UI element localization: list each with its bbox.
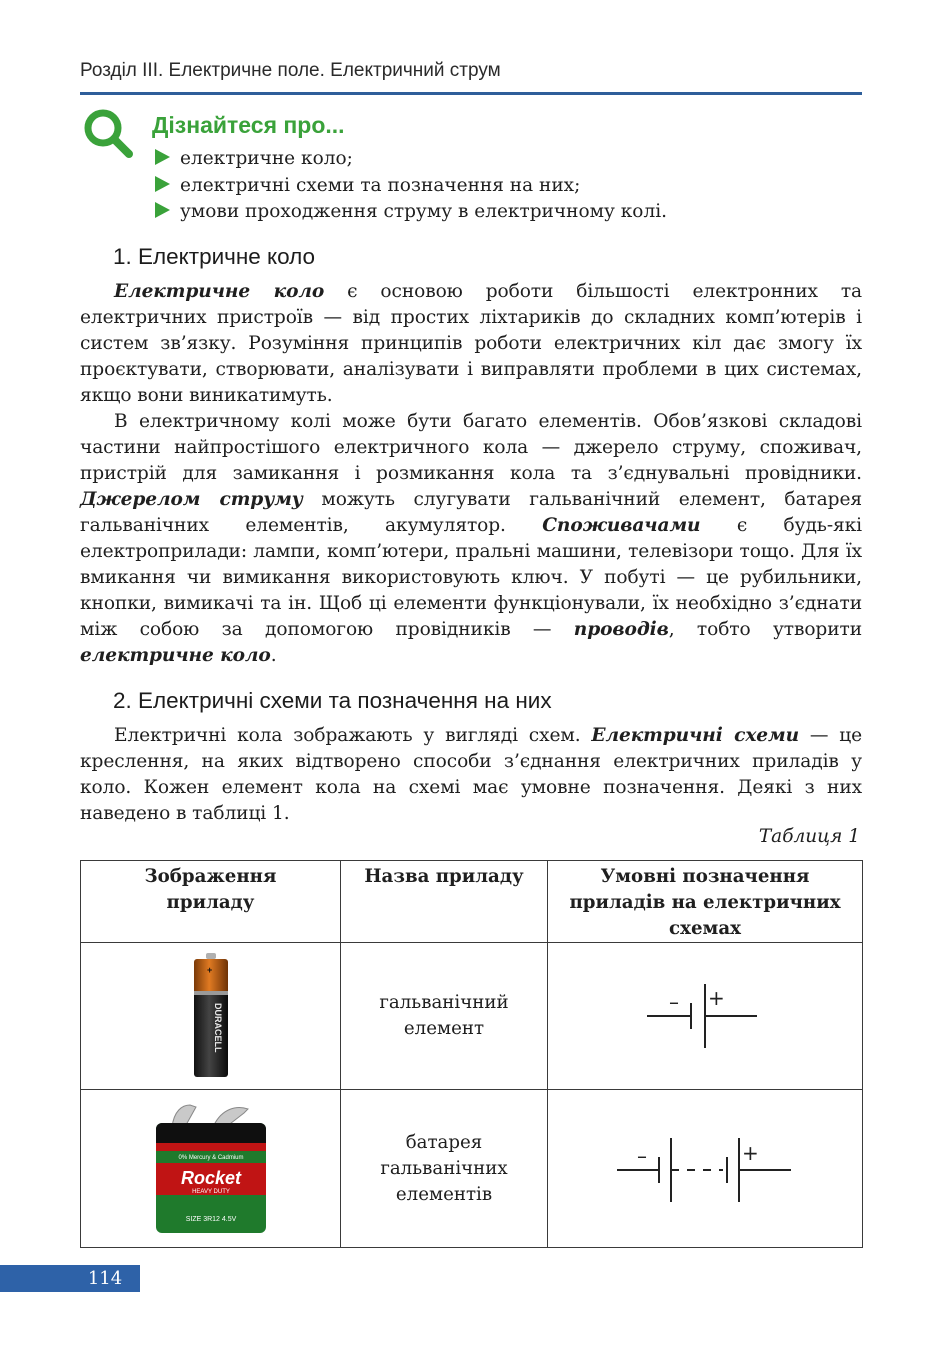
- learn-item: умови проходження струму в електричному колі.: [155, 199, 667, 226]
- svg-text:SIZE 3R12 4.5V: SIZE 3R12 4.5V: [185, 1216, 236, 1223]
- svg-text:+: +: [206, 965, 212, 975]
- svg-text:HEAVY DUTY: HEAVY DUTY: [191, 1189, 230, 1195]
- aa-battery-image: [186, 951, 236, 1081]
- page-number: 114: [0, 1265, 140, 1292]
- image-cell: [81, 1090, 341, 1248]
- learn-title: Дізнайтеся про...: [152, 112, 345, 138]
- header-rule: [80, 92, 862, 95]
- battery-symbol-icon: [615, 1134, 795, 1204]
- svg-text:DURACELL: DURACELL: [212, 1003, 223, 1053]
- svg-text:–: –: [669, 990, 679, 1014]
- triangle-bullet-icon: [155, 202, 170, 218]
- svg-text:–: –: [637, 1143, 647, 1168]
- section-2-title: 2. Електричні схеми та позначення на них: [113, 688, 552, 713]
- chapter-header: Розділ III. Електричне поле. Електричний струм: [80, 60, 501, 81]
- table-row: [81, 943, 863, 1090]
- image-cell: [81, 943, 341, 1090]
- term-electric-circuit-2: електричне коло: [80, 645, 271, 666]
- triangle-bullet-icon: [155, 149, 170, 165]
- section-1-title: 1. Електричне коло: [113, 244, 316, 269]
- term-current-source: Джерелом струму: [80, 489, 303, 510]
- header-cell: Зображення приладу: [81, 861, 341, 943]
- table-row: [81, 1090, 863, 1248]
- svg-text:0% Mercury & Cadmium: 0% Mercury & Cadmium: [177, 1155, 244, 1161]
- table-caption: Таблиця 1: [758, 826, 860, 847]
- svg-text:Rocket: Rocket: [180, 1168, 241, 1188]
- term-electric-schemes: Електричні схеми: [591, 725, 800, 746]
- device-name-cell: батарея гальванічних елементів: [341, 1090, 548, 1248]
- section-1-paragraph-1: Електричне коло є основою роботи більшості електронних та електричних пристроїв — від простих ліхтариків до складних комп’ютерів і систем зв’язку. Розуміння принципів роботи електричних кіл дає змогу їх проєктувати, створювати, аналізувати і виправляти проблеми в цих системах, якщо вони виникатимуть.: [80, 281, 862, 406]
- learn-list: [155, 146, 667, 226]
- triangle-bullet-icon: [155, 176, 170, 192]
- symbols-table: [80, 860, 863, 1248]
- header-cell: Назва приладу: [341, 861, 548, 943]
- battery-pack-image: [152, 1101, 270, 1236]
- section-1-paragraph-2: В електричному колі може бути багато елементів. Обов’язкові складові частини найпростішого електричного кола — джерело струму, споживач, пристрій для замикання і розмикання кола та з’єднувальні провідники. Джерелом струму можуть слугувати гальванічний елемент, батарея гальванічних елементів, акумулятор. Споживачами є будь-які електроприлади: лампи, комп’ютери, пральні машини, телевізори тощо. Для їх вмикання чи вимикання використовують ключ. У побуті — це рубильники, кнопки, вимикачі та ін. Щоб ці елементи функціонували, їх необхідно з’єднати між собою за допомогою провідників — проводів, тобто утворити електричне коло.: [80, 411, 863, 666]
- svg-text:+: +: [742, 1140, 759, 1165]
- symbol-cell: [548, 943, 863, 1090]
- term-wires: проводів: [573, 619, 669, 640]
- table-header-row: [81, 861, 863, 943]
- learn-item: електричне коло;: [155, 146, 667, 173]
- learn-item: електричні схеми та позначення на них;: [155, 173, 667, 200]
- svg-text:+: +: [708, 986, 725, 1010]
- section-2-paragraph-1: Електричні кола зображають у вигляді схем. Електричні схеми — це креслення, на яких відтворено способи з’єднання електричних приладів у коло. Кожен елемент кола на схемі має умовне позначення. Деякі з них наведено в таблиці 1.: [80, 725, 862, 824]
- device-name-cell: гальванічний елемент: [341, 943, 548, 1090]
- symbol-cell: [548, 1090, 863, 1248]
- term-electric-circuit: Електричне коло: [114, 281, 325, 302]
- cell-symbol-icon: [645, 981, 765, 1051]
- term-consumers: Споживачами: [542, 515, 701, 536]
- header-cell: Умовні позначення приладів на електричних схемах: [548, 861, 863, 943]
- magnifier-icon: [82, 107, 134, 159]
